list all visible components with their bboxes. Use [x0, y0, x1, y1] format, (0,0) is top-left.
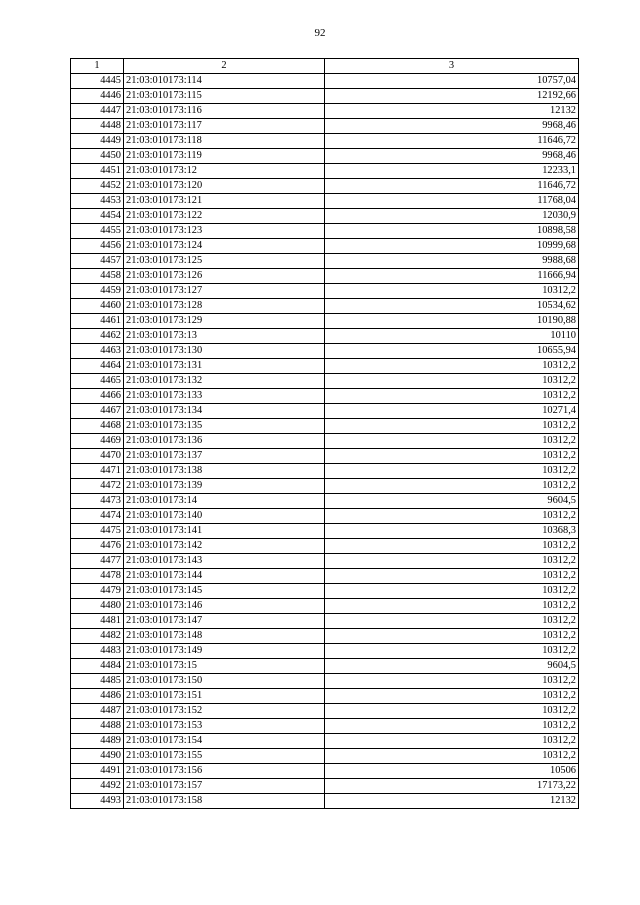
table-row — [71, 194, 579, 209]
row-number-cell: 4457 — [71, 254, 124, 269]
value-cell: 10312,2 — [325, 464, 579, 479]
value-cell: 9988,68 — [325, 254, 579, 269]
table-row — [71, 374, 579, 389]
value-cell: 10312,2 — [325, 599, 579, 614]
cadastral-number-cell: 21:03:010173:154 — [124, 734, 325, 749]
value-cell: 10312,2 — [325, 374, 579, 389]
table-row — [71, 689, 579, 704]
value-cell: 10271,4 — [325, 404, 579, 419]
value-cell: 10312,2 — [325, 584, 579, 599]
row-number-cell: 4474 — [71, 509, 124, 524]
value-cell: 11646,72 — [325, 179, 579, 194]
value-cell: 10190,88 — [325, 314, 579, 329]
table-row — [71, 599, 579, 614]
table-row — [71, 314, 579, 329]
table-row — [71, 524, 579, 539]
row-number-cell: 4461 — [71, 314, 124, 329]
table-row — [71, 464, 579, 479]
row-number-cell: 4478 — [71, 569, 124, 584]
cadastral-number-cell: 21:03:010173:127 — [124, 284, 325, 299]
value-cell: 9604,5 — [325, 659, 579, 674]
table-row — [71, 554, 579, 569]
value-cell: 10312,2 — [325, 509, 579, 524]
cadastral-number-cell: 21:03:010173:153 — [124, 719, 325, 734]
value-cell: 11666,94 — [325, 269, 579, 284]
row-number-cell: 4469 — [71, 434, 124, 449]
cadastral-values-table — [70, 58, 579, 809]
row-number-cell: 4453 — [71, 194, 124, 209]
row-number-cell: 4492 — [71, 779, 124, 794]
row-number-cell: 4487 — [71, 704, 124, 719]
row-number-cell: 4452 — [71, 179, 124, 194]
table-row — [71, 74, 579, 89]
value-cell: 10312,2 — [325, 284, 579, 299]
value-cell: 10312,2 — [325, 479, 579, 494]
table-row — [71, 479, 579, 494]
cadastral-number-cell: 21:03:010173:141 — [124, 524, 325, 539]
row-number-cell: 4459 — [71, 284, 124, 299]
value-cell: 9604,5 — [325, 494, 579, 509]
table-row — [71, 434, 579, 449]
cadastral-number-cell: 21:03:010173:136 — [124, 434, 325, 449]
row-number-cell: 4468 — [71, 419, 124, 434]
table-row — [71, 284, 579, 299]
cadastral-number-cell: 21:03:010173:134 — [124, 404, 325, 419]
row-number-cell: 4477 — [71, 554, 124, 569]
row-number-cell: 4480 — [71, 599, 124, 614]
cadastral-number-cell: 21:03:010173:150 — [124, 674, 325, 689]
table-row — [71, 584, 579, 599]
row-number-cell: 4470 — [71, 449, 124, 464]
cadastral-number-cell: 21:03:010173:118 — [124, 134, 325, 149]
value-cell: 10534,62 — [325, 299, 579, 314]
table-row — [71, 164, 579, 179]
row-number-cell: 4455 — [71, 224, 124, 239]
table-row — [71, 254, 579, 269]
cadastral-number-cell: 21:03:010173:119 — [124, 149, 325, 164]
row-number-cell: 4467 — [71, 404, 124, 419]
cadastral-number-cell: 21:03:010173:139 — [124, 479, 325, 494]
table-row — [71, 794, 579, 809]
table-row — [71, 269, 579, 284]
header-row — [71, 59, 579, 74]
row-number-cell: 4491 — [71, 764, 124, 779]
cadastral-number-cell: 21:03:010173:124 — [124, 239, 325, 254]
cadastral-number-cell: 21:03:010173:121 — [124, 194, 325, 209]
cadastral-number-cell: 21:03:010173:133 — [124, 389, 325, 404]
value-cell: 10312,2 — [325, 644, 579, 659]
value-cell: 9968,46 — [325, 149, 579, 164]
table-row — [71, 104, 579, 119]
value-cell: 11768,04 — [325, 194, 579, 209]
table-row — [71, 419, 579, 434]
row-number-cell: 4463 — [71, 344, 124, 359]
row-number-cell: 4445 — [71, 74, 124, 89]
value-cell: 12132 — [325, 104, 579, 119]
table-row — [71, 119, 579, 134]
cadastral-number-cell: 21:03:010173:14 — [124, 494, 325, 509]
value-cell: 10312,2 — [325, 689, 579, 704]
table-row — [71, 659, 579, 674]
value-cell: 10312,2 — [325, 674, 579, 689]
table-header — [71, 59, 579, 74]
value-cell: 10312,2 — [325, 704, 579, 719]
row-number-cell: 4486 — [71, 689, 124, 704]
row-number-cell: 4471 — [71, 464, 124, 479]
cadastral-number-cell: 21:03:010173:146 — [124, 599, 325, 614]
table-row — [71, 629, 579, 644]
cadastral-number-cell: 21:03:010173:149 — [124, 644, 325, 659]
cadastral-number-cell: 21:03:010173:140 — [124, 509, 325, 524]
table-row — [71, 329, 579, 344]
value-cell: 11646,72 — [325, 134, 579, 149]
cadastral-number-cell: 21:03:010173:142 — [124, 539, 325, 554]
table-row — [71, 779, 579, 794]
value-cell: 12192,66 — [325, 89, 579, 104]
cadastral-number-cell: 21:03:010173:15 — [124, 659, 325, 674]
table-body — [71, 74, 579, 809]
table-row — [71, 224, 579, 239]
row-number-cell: 4446 — [71, 89, 124, 104]
cadastral-number-cell: 21:03:010173:12 — [124, 164, 325, 179]
table-row — [71, 719, 579, 734]
row-number-cell: 4466 — [71, 389, 124, 404]
row-number-cell: 4449 — [71, 134, 124, 149]
row-number-cell: 4458 — [71, 269, 124, 284]
cadastral-number-cell: 21:03:010173:143 — [124, 554, 325, 569]
value-cell: 10506 — [325, 764, 579, 779]
value-cell: 10999,68 — [325, 239, 579, 254]
row-number-cell: 4482 — [71, 629, 124, 644]
value-cell: 10110 — [325, 329, 579, 344]
cadastral-number-cell: 21:03:010173:157 — [124, 779, 325, 794]
row-number-cell: 4462 — [71, 329, 124, 344]
cadastral-number-cell: 21:03:010173:152 — [124, 704, 325, 719]
cadastral-number-cell: 21:03:010173:13 — [124, 329, 325, 344]
cadastral-number-cell: 21:03:010173:116 — [124, 104, 325, 119]
value-cell: 17173,22 — [325, 779, 579, 794]
value-cell: 10312,2 — [325, 749, 579, 764]
cadastral-number-cell: 21:03:010173:115 — [124, 89, 325, 104]
row-number-cell: 4484 — [71, 659, 124, 674]
cadastral-number-cell: 21:03:010173:123 — [124, 224, 325, 239]
column-header-2: 2 — [124, 59, 325, 74]
table-row — [71, 299, 579, 314]
value-cell: 9968,46 — [325, 119, 579, 134]
cadastral-number-cell: 21:03:010173:135 — [124, 419, 325, 434]
cadastral-number-cell: 21:03:010173:151 — [124, 689, 325, 704]
table-row — [71, 764, 579, 779]
table-row — [71, 389, 579, 404]
table-row — [71, 509, 579, 524]
table-row — [71, 704, 579, 719]
table-row — [71, 734, 579, 749]
row-number-cell: 4460 — [71, 299, 124, 314]
value-cell: 10655,94 — [325, 344, 579, 359]
cadastral-number-cell: 21:03:010173:120 — [124, 179, 325, 194]
row-number-cell: 4479 — [71, 584, 124, 599]
cadastral-number-cell: 21:03:010173:126 — [124, 269, 325, 284]
cadastral-number-cell: 21:03:010173:155 — [124, 749, 325, 764]
row-number-cell: 4451 — [71, 164, 124, 179]
cadastral-number-cell: 21:03:010173:114 — [124, 74, 325, 89]
value-cell: 10312,2 — [325, 554, 579, 569]
value-cell: 12030,9 — [325, 209, 579, 224]
value-cell: 10312,2 — [325, 629, 579, 644]
cadastral-number-cell: 21:03:010173:145 — [124, 584, 325, 599]
value-cell: 10312,2 — [325, 434, 579, 449]
value-cell: 10368,3 — [325, 524, 579, 539]
table-row — [71, 344, 579, 359]
cadastral-number-cell: 21:03:010173:137 — [124, 449, 325, 464]
cadastral-number-cell: 21:03:010173:117 — [124, 119, 325, 134]
cadastral-number-cell: 21:03:010173:144 — [124, 569, 325, 584]
row-number-cell: 4476 — [71, 539, 124, 554]
cadastral-number-cell: 21:03:010173:128 — [124, 299, 325, 314]
table-row — [71, 674, 579, 689]
cadastral-number-cell: 21:03:010173:131 — [124, 359, 325, 374]
value-cell: 10312,2 — [325, 719, 579, 734]
page-number: 92 — [314, 27, 326, 39]
cadastral-number-cell: 21:03:010173:130 — [124, 344, 325, 359]
value-cell: 10312,2 — [325, 569, 579, 584]
cadastral-number-cell: 21:03:010173:132 — [124, 374, 325, 389]
table-row — [71, 539, 579, 554]
row-number-cell: 4472 — [71, 479, 124, 494]
row-number-cell: 4465 — [71, 374, 124, 389]
row-number-cell: 4447 — [71, 104, 124, 119]
column-header-3: 3 — [325, 59, 579, 74]
row-number-cell: 4448 — [71, 119, 124, 134]
cadastral-number-cell: 21:03:010173:125 — [124, 254, 325, 269]
value-cell: 10898,58 — [325, 224, 579, 239]
table-row — [71, 449, 579, 464]
value-cell: 10312,2 — [325, 614, 579, 629]
table-row — [71, 569, 579, 584]
value-cell: 10312,2 — [325, 734, 579, 749]
row-number-cell: 4473 — [71, 494, 124, 509]
table-row — [71, 134, 579, 149]
value-cell: 10312,2 — [325, 449, 579, 464]
table-row — [71, 359, 579, 374]
value-cell: 10312,2 — [325, 539, 579, 554]
cadastral-number-cell: 21:03:010173:129 — [124, 314, 325, 329]
row-number-cell: 4450 — [71, 149, 124, 164]
cadastral-number-cell: 21:03:010173:158 — [124, 794, 325, 809]
cadastral-number-cell: 21:03:010173:122 — [124, 209, 325, 224]
cadastral-number-cell: 21:03:010173:138 — [124, 464, 325, 479]
row-number-cell: 4481 — [71, 614, 124, 629]
row-number-cell: 4490 — [71, 749, 124, 764]
table-row — [71, 179, 579, 194]
cadastral-number-cell: 21:03:010173:156 — [124, 764, 325, 779]
row-number-cell: 4493 — [71, 794, 124, 809]
table-row — [71, 239, 579, 254]
row-number-cell: 4454 — [71, 209, 124, 224]
table-row — [71, 644, 579, 659]
row-number-cell: 4464 — [71, 359, 124, 374]
row-number-cell: 4475 — [71, 524, 124, 539]
row-number-cell: 4483 — [71, 644, 124, 659]
row-number-cell: 4485 — [71, 674, 124, 689]
table-row — [71, 494, 579, 509]
row-number-cell: 4456 — [71, 239, 124, 254]
row-number-cell: 4488 — [71, 719, 124, 734]
table-row — [71, 749, 579, 764]
value-cell: 12233,1 — [325, 164, 579, 179]
row-number-cell: 4489 — [71, 734, 124, 749]
table-row — [71, 149, 579, 164]
value-cell: 12132 — [325, 794, 579, 809]
value-cell: 10312,2 — [325, 389, 579, 404]
value-cell: 10312,2 — [325, 359, 579, 374]
table-row — [71, 209, 579, 224]
cadastral-number-cell: 21:03:010173:148 — [124, 629, 325, 644]
value-cell: 10312,2 — [325, 419, 579, 434]
cadastral-number-cell: 21:03:010173:147 — [124, 614, 325, 629]
table-row — [71, 89, 579, 104]
value-cell: 10757,04 — [325, 74, 579, 89]
table-row — [71, 404, 579, 419]
column-header-1: 1 — [71, 59, 124, 74]
table-row — [71, 614, 579, 629]
